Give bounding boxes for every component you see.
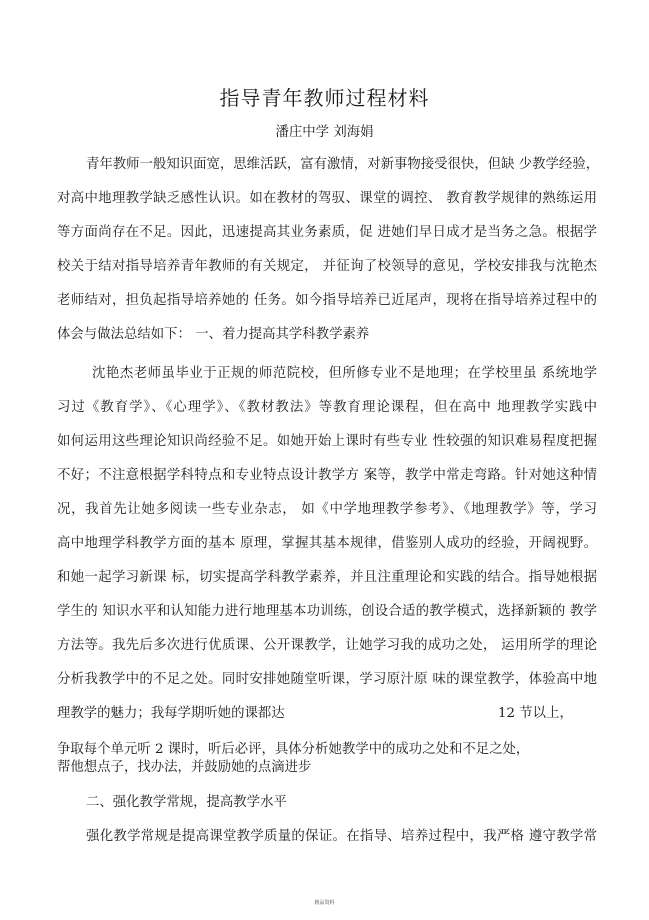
paragraph-line: 体会与做法总结如下： 一、着力提高其学科教学素养 xyxy=(57,327,370,342)
paragraph-line: 高中地理学科教学方面的基本 原理，掌握其基本规律，借鉴别人成功的经验，开阔视野。 xyxy=(57,536,597,551)
paragraph-line: 强化教学常规是提高课堂教学质量的保证。在指导、培养过程中，我严格 遵守教学常 xyxy=(86,829,597,844)
section-heading: 二、强化教学常规，提高教学水平 xyxy=(86,795,287,810)
paragraph-line: 分析我教学中的不足之处。同时安排她随堂听课，学习原汁原 味的课堂教学，体验高中地 xyxy=(57,672,597,687)
author-line: 潘庄中学 刘海娟 xyxy=(275,125,374,140)
paragraph-line: 校关于结对指导培养青年教师的有关规定， 并征询了校领导的意见，学校安排我与沈艳杰 xyxy=(57,259,597,274)
paragraph-line: 对高中地理教学缺乏感性认识。如在教材的驾驭、课堂的调控、 教育教学规律的熟练运用 xyxy=(57,191,597,206)
paragraph-line: 帮他想点子，找办法，并鼓励她的点滴进步 xyxy=(57,760,312,775)
paragraph-line: 老师结对，担负起指导培养她的 任务。如今指导培养已近尾声，现将在指导培养过程中的 xyxy=(57,293,597,308)
paragraph-line: 不好；不注意根据学科特点和专业特点设计教学方 案等，教学中常走弯路。针对她这种情 xyxy=(57,468,597,483)
page-footer: 精品资料 xyxy=(314,900,335,906)
paragraph-line: 方法等。我先后多次进行优质课、公开课教学，让她学习我的成功之处， 运用所学的理论 xyxy=(57,638,597,653)
paragraph-line: 沈艳杰老师虽毕业于正规的师范院校，但所修专业不是地理；在学校里虽 系统地学 xyxy=(92,366,597,381)
paragraph-line: 况，我首先让她多阅读一些专业杂志， 如《中学地理教学参考》、《地理教学》等，学习 xyxy=(57,502,597,517)
paragraph-line: 理教学的魅力；我每学期听她的课都达 xyxy=(57,706,285,721)
paragraph-line: 如何运用这些理论知识尚经验不足。如她开始上课时有些专业 性较强的知识难易程度把握 xyxy=(57,434,597,449)
paragraph-line: 学生的 知识水平和认知能力进行地理基本功训练，创设合适的教学模式，选择新颖的 教学 xyxy=(57,604,597,619)
paragraph-line-tail: 12 节以上， xyxy=(498,706,573,721)
document-title: 指导青年教师过程材料 xyxy=(219,86,430,110)
paragraph-line: 争取每个单元听 2 课时，听后必评，具体分析她教学中的成功之处和不足之处， xyxy=(57,742,530,757)
paragraph-line: 青年教师一般知识面宽，思维活跃，富有激情，对新事物接受很快，但缺 少教学经验， xyxy=(86,157,600,172)
paragraph-line: 习过《教育学》、《心理学》、《教材教法》等教育理论课程，但在高中 地理教学实践中 xyxy=(57,400,597,415)
paragraph-line: 等方面尚存在不足。因此，迅速提高其业务素质，促 进她们早日成才是当务之急。根据学 xyxy=(57,225,597,240)
paragraph-line: 和她一起学习新课 标，切实提高学科教学素养，并且注重理论和实践的结合。指导她根据 xyxy=(57,570,597,585)
